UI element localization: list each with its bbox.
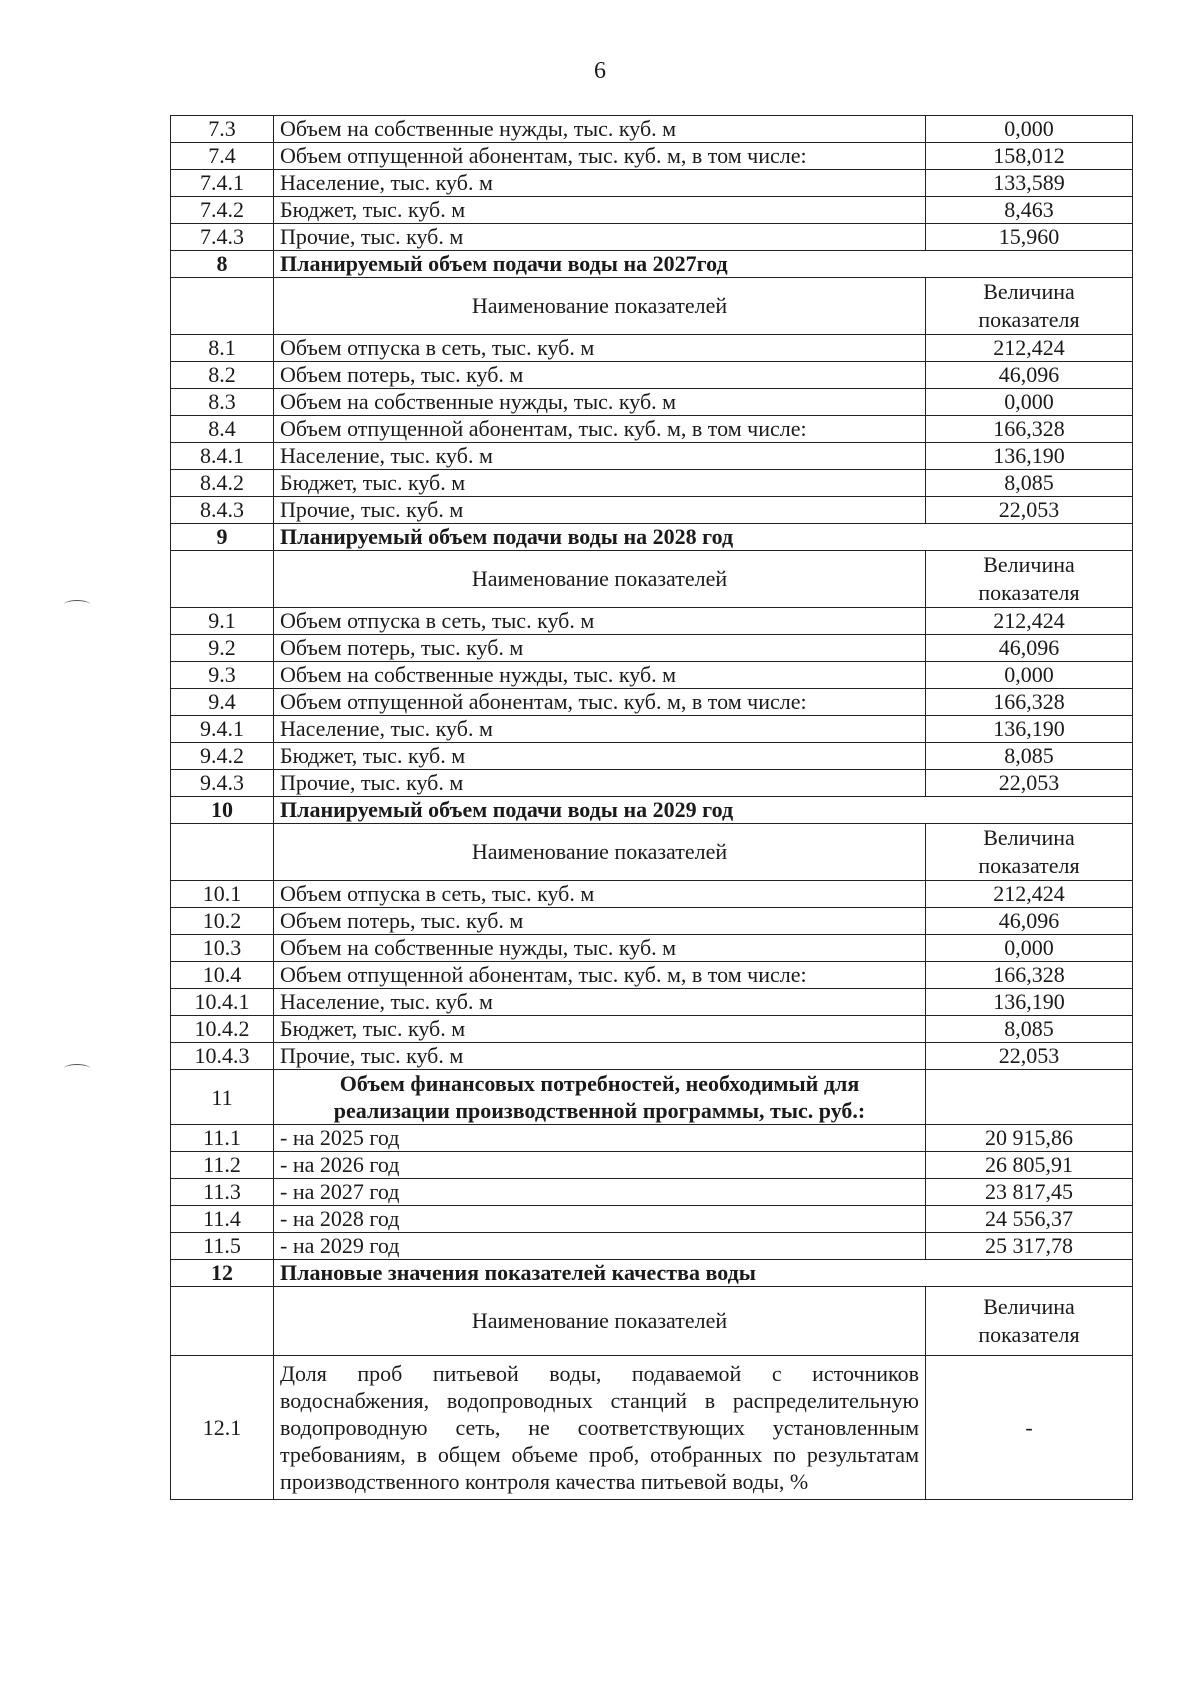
indicator-value: 22,053 xyxy=(926,497,1133,524)
indicator-value: 212,424 xyxy=(926,608,1133,635)
section-number: 10 xyxy=(171,797,274,824)
indicator-value: 22,053 xyxy=(926,1043,1133,1070)
row-number: 9.4 xyxy=(171,689,274,716)
indicator-name: Объем на собственные нужды, тыс. куб. м xyxy=(274,935,926,962)
indicator-name: Объем отпущенной абонентам, тыс. куб. м, в том числе: xyxy=(274,416,926,443)
table-row xyxy=(171,716,1133,743)
section-number: 8 xyxy=(171,251,274,278)
row-number: 9.3 xyxy=(171,662,274,689)
indicator-name: - на 2025 год xyxy=(274,1125,926,1152)
header-indicator-value: Величина показателя xyxy=(926,278,1133,335)
indicator-name: Объем отпуска в сеть, тыс. куб. м xyxy=(274,335,926,362)
section-row xyxy=(171,251,1133,278)
indicator-name: Прочие, тыс. куб. м xyxy=(274,224,926,251)
table-row xyxy=(171,1016,1133,1043)
section-number: 12 xyxy=(171,1260,274,1287)
row-number: 8.2 xyxy=(171,362,274,389)
table-row xyxy=(171,1179,1133,1206)
page-number: 6 xyxy=(594,58,606,84)
indicator-value: 8,463 xyxy=(926,197,1133,224)
section-row xyxy=(171,797,1133,824)
header-indicator-value: Величина показателя xyxy=(926,1287,1133,1356)
indicator-name: Прочие, тыс. куб. м xyxy=(274,770,926,797)
header-indicator-name: Наименование показателей xyxy=(274,278,926,335)
row-number: 7.3 xyxy=(171,116,274,143)
column-header-row xyxy=(171,824,1133,881)
indicator-name: Бюджет, тыс. куб. м xyxy=(274,470,926,497)
table-body xyxy=(171,116,1133,1500)
header-indicator-value: Величина показателя xyxy=(926,551,1133,608)
table-row xyxy=(171,362,1133,389)
indicator-name: Население, тыс. куб. м xyxy=(274,443,926,470)
table-row xyxy=(171,1152,1133,1179)
section-number: 9 xyxy=(171,524,274,551)
table-row xyxy=(171,662,1133,689)
column-header-row xyxy=(171,278,1133,335)
indicator-value: 212,424 xyxy=(926,335,1133,362)
indicator-value: 166,328 xyxy=(926,962,1133,989)
header-blank-cell xyxy=(171,824,274,881)
indicator-name: - на 2026 год xyxy=(274,1152,926,1179)
table-row xyxy=(171,170,1133,197)
table-row xyxy=(171,608,1133,635)
table-row xyxy=(171,389,1133,416)
indicator-value: 133,589 xyxy=(926,170,1133,197)
indicator-name: Объем на собственные нужды, тыс. куб. м xyxy=(274,389,926,416)
row-number: 9.4.3 xyxy=(171,770,274,797)
table-row xyxy=(171,635,1133,662)
section-row xyxy=(171,524,1133,551)
table-row xyxy=(171,770,1133,797)
table-row xyxy=(171,881,1133,908)
table-row xyxy=(171,935,1133,962)
table-row xyxy=(171,689,1133,716)
header-blank-cell xyxy=(171,1287,274,1356)
table-row xyxy=(171,197,1133,224)
row-number: 10.3 xyxy=(171,935,274,962)
table-row xyxy=(171,1206,1133,1233)
indicator-value: 0,000 xyxy=(926,662,1133,689)
table-row xyxy=(171,443,1133,470)
section-row xyxy=(171,1070,1133,1125)
header-indicator-name: Наименование показателей xyxy=(274,824,926,881)
row-number: 7.4.3 xyxy=(171,224,274,251)
row-number: 9.4.1 xyxy=(171,716,274,743)
table-row xyxy=(171,908,1133,935)
table-row xyxy=(171,335,1133,362)
indicator-value: 158,012 xyxy=(926,143,1133,170)
indicator-value: 46,096 xyxy=(926,362,1133,389)
production-program-table xyxy=(170,115,1133,1500)
header-blank-cell xyxy=(171,551,274,608)
table-row xyxy=(171,497,1133,524)
table-row xyxy=(171,416,1133,443)
header-indicator-name: Наименование показателей xyxy=(274,1287,926,1356)
section-row xyxy=(171,1260,1133,1287)
row-number: 7.4.1 xyxy=(171,170,274,197)
indicator-value: 166,328 xyxy=(926,689,1133,716)
indicator-name: Объем на собственные нужды, тыс. куб. м xyxy=(274,662,926,689)
indicator-name: Объем отпуска в сеть, тыс. куб. м xyxy=(274,881,926,908)
scan-mark xyxy=(64,600,90,609)
row-number: 10.1 xyxy=(171,881,274,908)
section-title: Планируемый объем подачи воды на 2028 год xyxy=(274,524,1133,551)
indicator-value: 136,190 xyxy=(926,716,1133,743)
table-row xyxy=(171,1233,1133,1260)
row-number: 11.4 xyxy=(171,1206,274,1233)
table-row xyxy=(171,1356,1133,1500)
indicator-name: Население, тыс. куб. м xyxy=(274,716,926,743)
table-row xyxy=(171,1043,1133,1070)
row-number: 10.4.2 xyxy=(171,1016,274,1043)
indicator-value: 46,096 xyxy=(926,908,1133,935)
header-blank-cell xyxy=(171,278,274,335)
indicator-value: 25 317,78 xyxy=(926,1233,1133,1260)
table-row xyxy=(171,989,1133,1016)
row-number: 8.3 xyxy=(171,389,274,416)
section-number: 11 xyxy=(171,1070,274,1125)
indicator-value: 0,000 xyxy=(926,116,1133,143)
row-number: 8.1 xyxy=(171,335,274,362)
row-number: 10.4.3 xyxy=(171,1043,274,1070)
indicator-value: 136,190 xyxy=(926,443,1133,470)
row-number: 10.4.1 xyxy=(171,989,274,1016)
indicator-value: 8,085 xyxy=(926,743,1133,770)
table-row xyxy=(171,1125,1133,1152)
column-header-row xyxy=(171,1287,1133,1356)
section-title: Объем финансовых потребностей, необходимый для реализации производственной программы, тыс. руб.: xyxy=(274,1070,926,1125)
indicator-value: 0,000 xyxy=(926,935,1133,962)
indicator-name: Бюджет, тыс. куб. м xyxy=(274,743,926,770)
row-number: 9.4.2 xyxy=(171,743,274,770)
header-indicator-value: Величина показателя xyxy=(926,824,1133,881)
indicator-value: 24 556,37 xyxy=(926,1206,1133,1233)
table-row xyxy=(171,470,1133,497)
section-title: Планируемый объем подачи воды на 2029 год xyxy=(274,797,1133,824)
row-number: 10.2 xyxy=(171,908,274,935)
row-number: 8.4 xyxy=(171,416,274,443)
indicator-value: 26 805,91 xyxy=(926,1152,1133,1179)
indicator-name: Бюджет, тыс. куб. м xyxy=(274,197,926,224)
column-header-row xyxy=(171,551,1133,608)
indicator-name: Объем отпуска в сеть, тыс. куб. м xyxy=(274,608,926,635)
indicator-name: Объем отпущенной абонентам, тыс. куб. м, в том числе: xyxy=(274,962,926,989)
indicator-name: Прочие, тыс. куб. м xyxy=(274,497,926,524)
indicator-value: 20 915,86 xyxy=(926,1125,1133,1152)
row-number: 11.3 xyxy=(171,1179,274,1206)
indicator-name: Объем потерь, тыс. куб. м xyxy=(274,908,926,935)
indicator-name: Объем потерь, тыс. куб. м xyxy=(274,362,926,389)
row-number: 8.4.1 xyxy=(171,443,274,470)
row-number: 7.4 xyxy=(171,143,274,170)
row-number: 12.1 xyxy=(171,1356,274,1500)
indicator-value: 46,096 xyxy=(926,635,1133,662)
table-row xyxy=(171,962,1133,989)
row-number: 11.5 xyxy=(171,1233,274,1260)
row-number: 11.2 xyxy=(171,1152,274,1179)
indicator-name: Объем на собственные нужды, тыс. куб. м xyxy=(274,116,926,143)
table-row xyxy=(171,743,1133,770)
section-title: Планируемый объем подачи воды на 2027год xyxy=(274,251,1133,278)
indicator-value: 22,053 xyxy=(926,770,1133,797)
indicator-value: 0,000 xyxy=(926,389,1133,416)
table-row xyxy=(171,224,1133,251)
indicator-name: Доля проб питьевой воды, подаваемой с источников водоснабжения, водопроводных станций в распределительную водопроводную сеть, не соответствующих установленным требованиям, в общем объеме проб, отобранных по результатам производственного контроля качества питьевой воды, % xyxy=(274,1356,926,1500)
indicator-name: Объем отпущенной абонентам, тыс. куб. м, в том числе: xyxy=(274,689,926,716)
row-number: 9.1 xyxy=(171,608,274,635)
row-number: 7.4.2 xyxy=(171,197,274,224)
row-number: 11.1 xyxy=(171,1125,274,1152)
row-number: 8.4.2 xyxy=(171,470,274,497)
indicator-value: - xyxy=(926,1356,1133,1500)
indicator-value: 212,424 xyxy=(926,881,1133,908)
table-row xyxy=(171,143,1133,170)
indicator-name: - на 2028 год xyxy=(274,1206,926,1233)
header-indicator-name: Наименование показателей xyxy=(274,551,926,608)
indicator-name: Бюджет, тыс. куб. м xyxy=(274,1016,926,1043)
indicator-name: Объем потерь, тыс. куб. м xyxy=(274,635,926,662)
section-title: Плановые значения показателей качества воды xyxy=(274,1260,1133,1287)
indicator-name: Население, тыс. куб. м xyxy=(274,170,926,197)
indicator-name: Прочие, тыс. куб. м xyxy=(274,1043,926,1070)
table-row xyxy=(171,116,1133,143)
indicator-name: Население, тыс. куб. м xyxy=(274,989,926,1016)
indicator-name: - на 2029 год xyxy=(274,1233,926,1260)
row-number: 9.2 xyxy=(171,635,274,662)
indicator-value: 15,960 xyxy=(926,224,1133,251)
indicator-value: 166,328 xyxy=(926,416,1133,443)
indicator-value: 8,085 xyxy=(926,470,1133,497)
row-number: 8.4.3 xyxy=(171,497,274,524)
indicator-value: 136,190 xyxy=(926,989,1133,1016)
indicator-value: 23 817,45 xyxy=(926,1179,1133,1206)
indicator-name: Объем отпущенной абонентам, тыс. куб. м, в том числе: xyxy=(274,143,926,170)
row-number: 10.4 xyxy=(171,962,274,989)
indicator-name: - на 2027 год xyxy=(274,1179,926,1206)
indicator-value: 8,085 xyxy=(926,1016,1133,1043)
scan-mark xyxy=(64,1064,90,1073)
indicator-value xyxy=(926,1070,1133,1125)
